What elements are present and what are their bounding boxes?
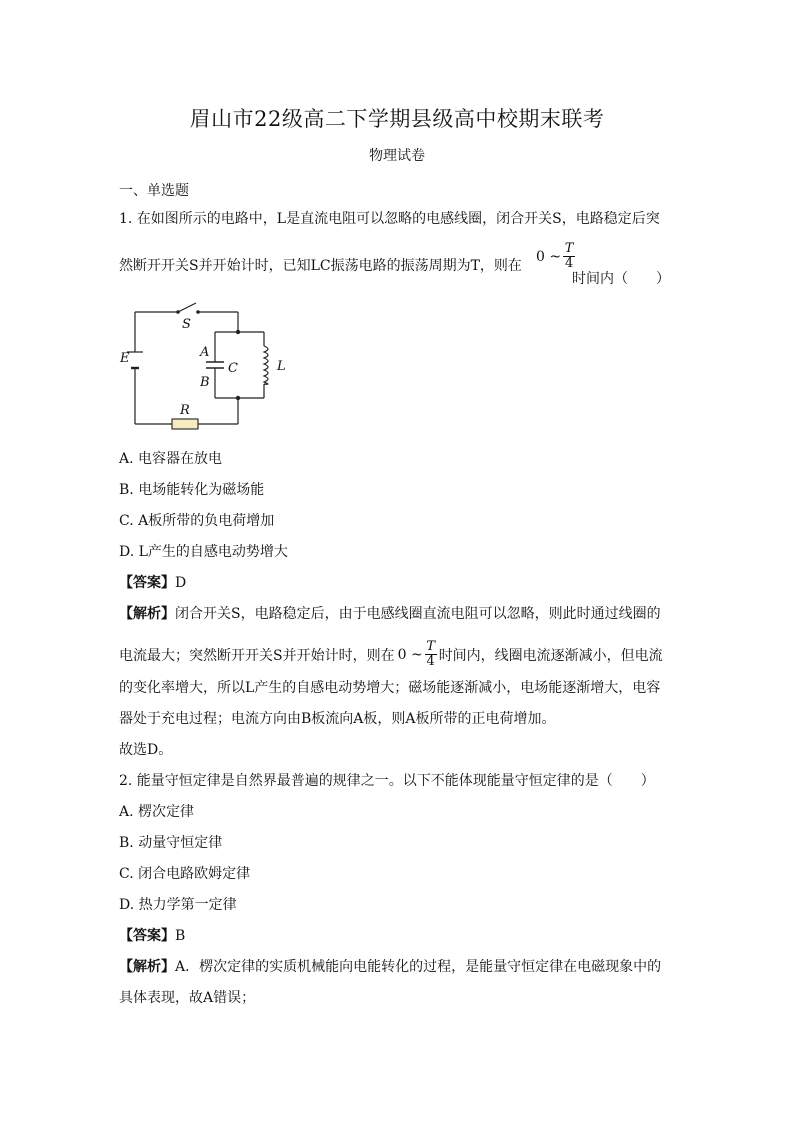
q2-option-b: B. 动量守恒定律: [119, 835, 223, 851]
analysis-text-1: A．楞次定律的实质机械能向电能转化的过程，是能量守恒定律在电磁现象中的: [175, 959, 662, 975]
q2-option-a: A. 楞次定律: [119, 804, 195, 820]
analysis-frac-prefix: 0 ~: [397, 646, 423, 663]
analysis-label: 【解析】: [119, 959, 175, 975]
inductor-coil: [264, 346, 268, 384]
label-s: S: [182, 317, 191, 332]
q2-analysis-line2: 具体表现，故A错误；: [119, 990, 256, 1006]
analysis-frac-den: 4: [426, 654, 435, 669]
page-title: 眉山市22级高二下学期县级高中校期末联考: [189, 107, 605, 131]
answer-label: 【答案】: [119, 928, 175, 944]
label-c: C: [228, 361, 238, 376]
q1-conclusion: 故选D。: [119, 742, 173, 758]
q1-stem-line2: [119, 255, 522, 275]
junction-bottom: [236, 396, 240, 400]
label-a: A: [200, 345, 210, 360]
answer-value: B: [175, 928, 186, 944]
label-b: B: [200, 375, 210, 390]
q1-option-b: B. 电场能转化为磁场能: [119, 482, 265, 498]
label-l: L: [277, 359, 286, 374]
analysis-frac-num: T: [426, 639, 436, 654]
q1-fraction-expression: [536, 242, 577, 271]
q1-analysis-line3: 的变化率增大，所以L产生的自感电动势增大；磁场能逐渐减小，电场能逐渐增大，电容: [119, 680, 661, 696]
analysis-label: 【解析】: [119, 606, 175, 622]
q1-frac-num: T: [564, 241, 574, 256]
q2-answer: [119, 925, 185, 945]
q1-option-d: D. L产生的自感电动势增大: [119, 544, 288, 560]
q1-option-a: A. 电容器在放电: [119, 451, 223, 467]
junction-top: [236, 330, 240, 334]
analysis-text-2-before: 电流最大；突然断开开关S并开始计时，则在: [119, 647, 395, 664]
q2-stem: 2. 能量守恒定律是自然界最普遍的规律之一。以下不能体现能量守恒定律的是（ ）: [119, 773, 655, 789]
q1-stem-line2-after: 时间内（ ）: [572, 271, 670, 287]
q1-fraction: [563, 242, 575, 271]
q2-option-d: D. 热力学第一定律: [119, 897, 237, 913]
q1-stem-line1: 1. 在如图所示的电路中，L是直流电阻可以忽略的电感线圈，闭合开关S，电路稳定后突: [119, 211, 660, 227]
answer-label: 【答案】: [119, 575, 175, 591]
q1-frac-prefix: 0 ~: [536, 248, 562, 265]
q1-answer: [119, 572, 186, 592]
analysis-text-1: 闭合开关S，电路稳定后，由于电感线圈直流电阻可以忽略，则此时通过线圈的: [175, 606, 661, 622]
section-heading: 一、单选题: [119, 183, 189, 199]
label-r: R: [180, 403, 190, 418]
switch-contact-left: [176, 310, 180, 314]
analysis-text-2-after: 时间内，线圈电流逐渐减小，但电流: [438, 647, 663, 664]
q1-option-c: C. A板所带的负电荷增加: [119, 513, 275, 529]
resistor: [172, 419, 198, 429]
q1-analysis-line1: [119, 603, 661, 623]
circuit-diagram: [118, 300, 298, 435]
label-e: E: [120, 351, 130, 366]
q1-analysis-line2: [119, 640, 663, 669]
q1-frac-den: 4: [564, 256, 574, 271]
switch-contact-right: [196, 310, 200, 314]
q2-option-c: C. 闭合电路欧姆定律: [119, 866, 251, 882]
q2-analysis-line1: [119, 956, 661, 976]
switch-blade: [178, 303, 196, 312]
q1-stem-line2-before: 然断开开关S并开始计时，已知LC振荡电路的振荡周期为T，则在: [119, 258, 522, 274]
page-subtitle: 物理试卷: [369, 148, 425, 164]
q1-analysis-line4: 器处于充电过程；电流方向由B板流向A板，则A板所带的正电荷增加。: [119, 711, 556, 727]
analysis-fraction: [425, 640, 437, 669]
answer-value: D: [175, 575, 187, 591]
